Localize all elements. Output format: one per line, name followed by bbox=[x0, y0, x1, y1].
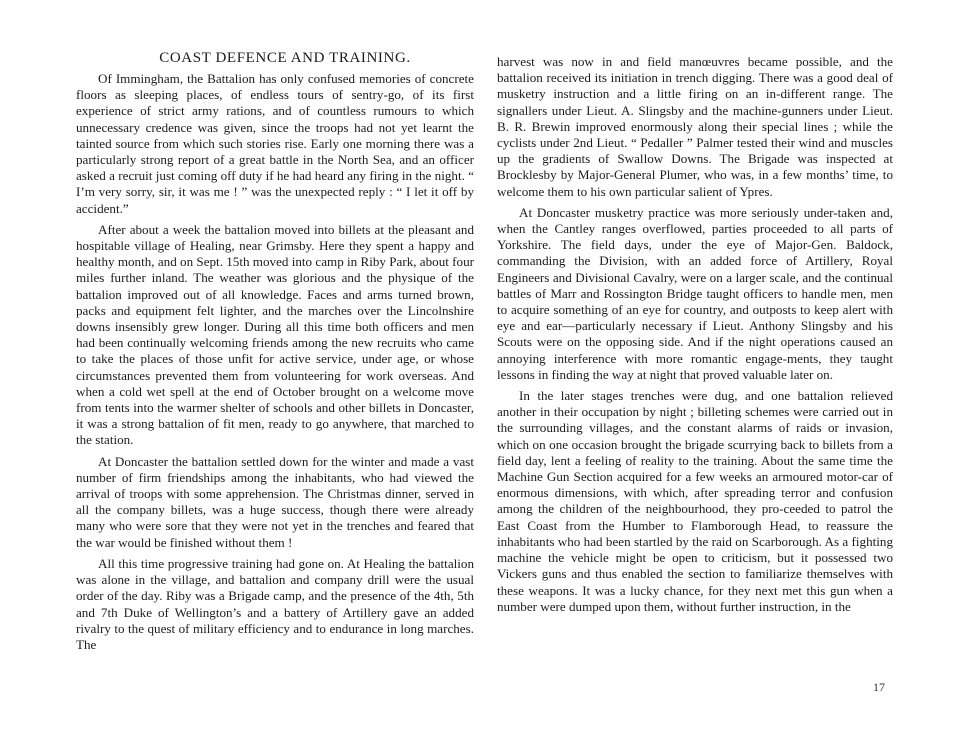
paragraph-progressive-training: All this time progressive training had gone on. At Healing the battalion was alone in the village, and battalion and company drill were the usual order of the day. Riby was a Brigade camp, and the presence of the 4th, 5th and 7th Duke of Wellington’s and a battery of Artillery gave an added rivalry to the quest of military efficiency and to endurance in long marches. The bbox=[76, 555, 474, 652]
paragraph-harvest-continued: harvest was now in and field manœuvres became possible, and the battalion received its initiation in trench digging. There was a good deal of musketry instruction and a little firing on an in-different range. The signallers under Lieut. A. Slingsby and the machine-gunners under Lieut. B. R. Brewin improved enormously along their special lines ; while the cyclists under 2nd Lieut. “ Pedaller ” Palmer tested their wind and muscles up the gradients of Swallow Downs. The Brigade was inspected at Brocklesby by Major-General Plumer, who was, in a few months’ time, to welcome them to his own particular salient of Ypres. bbox=[497, 54, 893, 199]
left-column bbox=[76, 50, 474, 653]
right-column bbox=[497, 54, 893, 615]
chapter-title: COAST DEFENCE AND TRAINING. bbox=[159, 50, 411, 66]
paragraph-healing: After about a week the battalion moved into billets at the pleasant and hospitable village of Healing, near Grimsby. Here they spent a happy and healthy month, and on Sept. 15th moved into camp in Riby Park, about four miles further inland. The weather was glorious and the physique of the battalion improved out of all knowledge. Faces and arms turned brown, packs and equipment felt lighter, and the marches over the Lincolnshire downs insensibly grew longer. During all this time both officers and men had been continually welcoming friends among the new recruits who came to take the places of those unfit for active service, under age, or whose circumstances prevented them from volunteering for work overseas. And when a cold wet spell at the end of October brought on a welcome move from tents into the warmer shelter of schools and other billets in Doncaster, it was a strong battalion of fit men, ready to go anywhere, that marched to the station. bbox=[76, 221, 474, 448]
paragraph-later-stages: In the later stages trenches were dug, and one battalion relieved another in their occupation by night ; billeting schemes were carried out in the surrounding villages, and the constant alarms of raids or invasion, which on one occasion brought the brigade scurrying back to billets from a field day, lent a feeling of reality to the training. About the same time the Machine Gun Section acquired for a few weeks an armoured motor-car of enormous dimensions, with which, after spreading terror and confusion among the children of the neighbourhood, they pro-ceeded to patrol the East Coast from the Humber to Flamborough Head, to reassure the inhabitants who had been startled by the raid on Scarborough. As a fighting machine the vehicle might be open to criticism, but it possessed two Vickers guns and thus enabled the section to familiarize themselves with these weapons. It was a lucky chance, for they next met this gun when a number were dumped upon them, without further instruction, in the bbox=[497, 388, 893, 614]
paragraph-doncaster-musketry: At Doncaster musketry practice was more seriously under-taken and, when the Cantley ranges overflowed, parties proceeded to all parts of Yorkshire. The field days, under the eye of Major-Gen. Baldock, commanding the Division, with an added force of Artillery, Royal Engineers and Divisional Cavalry, were on a larger scale, and the continual battles of Marr and Rossington Bridge taught officers to handle men, men to acquire something of an eye for country, and outposts to keep alert with eye and ear—particularly necessary if Lieut. Anthony Slingsby and his Scouts were on the opposing side. And if the night operations caused an annoying interference with more romantic engage-ments, they taught lessons in finding the way at night that proved valuable later on. bbox=[497, 204, 893, 382]
paragraph-immingham: Of Immingham, the Battalion has only confused memories of concrete floors as sleeping places, of endless tours of sentry-go, of its first experience of strict army rations, and of countless rumours to which unnecessary credence was given, since the troops had not yet learnt the tainted source from which such stories rise. Early one morning there was a particularly strong report of a great battle in the North Sea, and an officer asked a recruit just coming off duty if he had heard any firing in the night. “ I’m very sorry, sir, it was me ! ” was the unexpected reply : “ I let it off by accident.” bbox=[76, 71, 474, 216]
page-number: 17 bbox=[873, 680, 885, 694]
paragraph-doncaster-winter: At Doncaster the battalion settled down for the winter and made a vast number of firm friendships among the inhabitants, who had viewed the arrival of troops with some apprehension. The Christmas dinner, served in all the company billets, was a huge success, though there were already many who were sore that they were not yet in the trenches and feared that the war would be finished without them ! bbox=[76, 453, 474, 550]
